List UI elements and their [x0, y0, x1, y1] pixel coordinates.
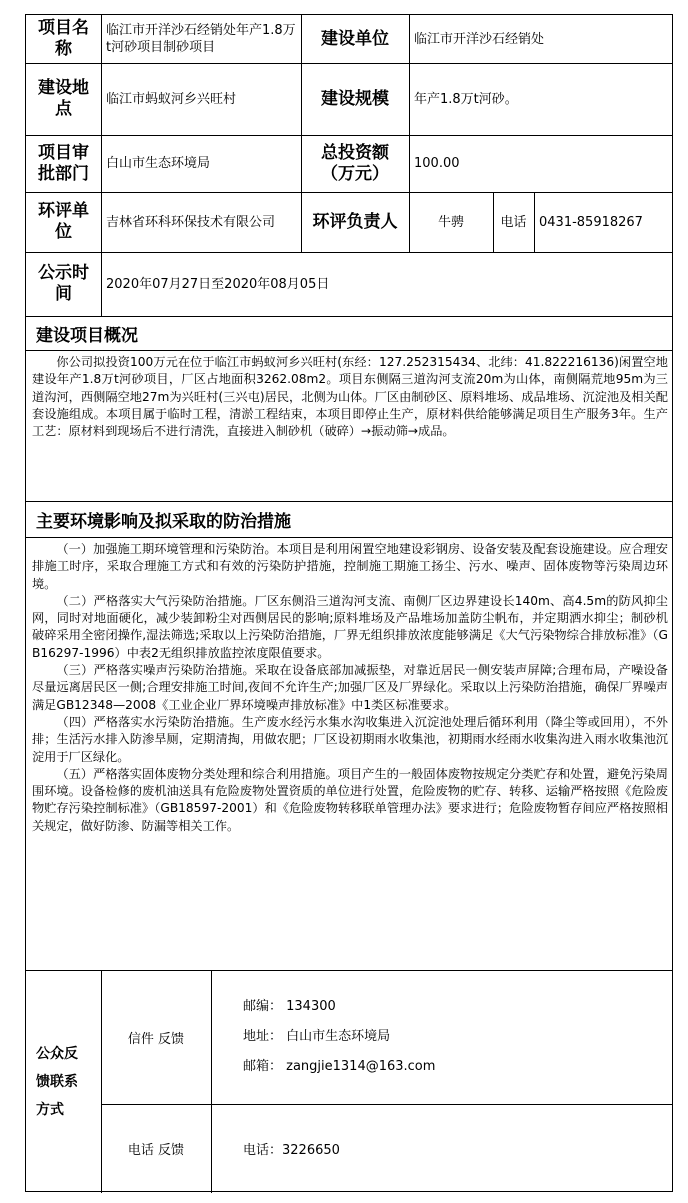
- measure-paragraph: （二）严格落实大气污染防治措施。厂区东侧沿三道沟河支流、南侧厂区边界建设长140m、高4.5m的防风抑尘网，同时对地面硬化，减少装卸粉尘对西侧居民的影响;原料堆场及产品堆场加盖防尘帆布，并定期洒水抑尘；制砂机破碎采用全密闭操作,湿法筛选;采取以上污染防治措施，厂界无组织排放浓度能够满足《大气污染物综合排放标准》（GB16297-1996）中表2无组织排放监控浓度限值要求。: [32, 593, 668, 660]
- period-value: 2020年07月27日至2020年08月05日: [106, 276, 330, 292]
- approval-label: 项目审批部门: [38, 142, 89, 184]
- eia-person-label: 环评负责人: [312, 211, 398, 232]
- eia-unit-value: 吉林省环科环保技术有限公司: [106, 214, 276, 230]
- row-divider: [26, 537, 672, 538]
- measures-heading: 主要环境影响及拟采取的防治措施: [36, 511, 291, 532]
- scale-value: 年产1.8万t河砂。: [414, 91, 518, 107]
- measures-text: [32, 541, 668, 835]
- mail-feedback-details: [211, 970, 674, 1104]
- mail-feedback-label: 信件 反馈: [127, 1031, 185, 1047]
- overview-text: 你公司拟投资100万元在位于临江市蚂蚁河乡兴旺村(东经：127.252315434、北纬：41.822216136)闲置空地建设年产1.8万t河砂项目，厂区占地面积3262.08m2。项目东侧隔三道沟河支流20m为山体，南侧隔荒地95m为三道沟河，西侧隔空地27m为兴旺村(三兴屯)居民，北侧为山体。厂区由制砂区、原料堆场、成品堆场、沉淀池及相关配套设施组成。本项目属于临时工程，清淤工程结束，本项目即停止生产，原材料供给能够满足项目生产服务3年。生产工艺：原材料到现场后不进行清洗，直接进入制砂机（破碎）→振动筛→成品。: [32, 355, 668, 439]
- eia-person-value: 牛骋: [437, 214, 464, 230]
- project-name-value: 临江市开洋沙石经销处年产1.8万t河砂项目制砂项目: [106, 23, 296, 55]
- location-value: 临江市蚂蚁河乡兴旺村: [106, 91, 237, 107]
- phone-feedback-value: 电话：3226650: [243, 1143, 340, 1158]
- measure-paragraph: （一）加强施工期环境管理和污染防治。本项目是利用闲置空地建设彩钢房、设备安装及配套设施建设。应合理安排施工时序，采取合理施工方式和有效的污染防护措施，控制施工期施工扬尘、污水、噪声、固体废物等污染周边环境。: [32, 542, 668, 591]
- investment-value: 100.00: [414, 156, 460, 171]
- investment-label: 总投资额（万元）: [321, 142, 389, 184]
- email-text: 邮箱： zangjie1314@163.com: [243, 1059, 436, 1074]
- eia-unit-label: 环评单位: [38, 201, 89, 242]
- feedback-label-cell: [26, 970, 101, 1193]
- disclosure-form: [25, 14, 673, 1192]
- feedback-label: 公众反馈联系方式: [36, 1045, 78, 1118]
- period-label: 公示时间: [38, 263, 89, 304]
- phone-label: 电话: [500, 214, 527, 230]
- phone-feedback-label: 电话 反馈: [127, 1143, 185, 1158]
- approval-value: 白山市生态环境局: [106, 156, 211, 171]
- scale-label: 建设规模: [321, 88, 389, 109]
- project-name-label: 项目名称: [38, 18, 89, 59]
- phone-value: 0431-85918267: [539, 214, 643, 230]
- postcode-text: 邮编： 134300: [243, 999, 336, 1014]
- address-text: 地址： 白山市生态环境局: [243, 1029, 391, 1044]
- measure-paragraph: （五）严格落实固体废物分类处理和综合利用措施。项目产生的一般固体废物按规定分类贮存和处置，避免污染周围环境。设备检修的废机油送具有危险废物处置资质的单位进行处置，危险废物的贮存、转移、运输严格按照《危险废物贮存污染控制标准》（GB18597-2001）和《危险废物转移联单管理办法》要求进行；危险废物暂存间应严格按照相关规定，做好防渗、防漏等相关工作。: [32, 766, 668, 833]
- row-divider: [26, 350, 672, 351]
- builder-label: 建设单位: [321, 28, 389, 49]
- builder-value: 临江市开洋沙石经销处: [414, 31, 545, 47]
- location-label: 建设地点: [38, 78, 89, 119]
- measure-paragraph: （三）严格落实噪声污染防治措施。采取在设备底部加减振垫，对靠近居民一侧安装声屏障;合理布局，产噪设备尽量远离居民区一侧;合理安排施工时间,夜间不允许生产;加强厂区及厂界绿化。采取以上污染防治措施，确保厂界噪声满足GB12348—2008《工业企业厂界环境噪声排放标准》中1类区标准要求。: [32, 663, 668, 712]
- measure-paragraph: （四）严格落实水污染防治措施。生产废水经污水集水沟收集进入沉淀池处理后循环利用（降尘等或回用），不外排；生活污水排入防渗旱厕，定期清掏，用做农肥；厂区设初期雨水收集池，初期雨水经雨水收集沟进入雨水收集池沉淀用于厂区绿化。: [32, 714, 668, 764]
- overview-heading: 建设项目概况: [36, 325, 138, 346]
